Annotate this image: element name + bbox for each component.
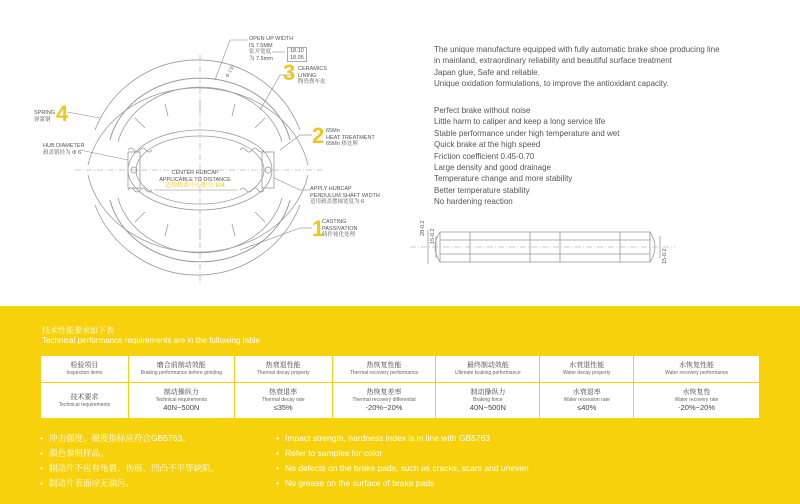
table-header-cell: 检验项目 Inspection items — [41, 356, 129, 383]
feature-item: Perfect brake without noise — [434, 106, 531, 115]
apply-hubcap-en2: PENDULUM SHAFT WIDTH — [310, 192, 380, 199]
spring-en: SPRING — [34, 110, 56, 116]
table-cell: 水恢复性 Water recovery rate -20%~20% — [634, 383, 760, 419]
table-header-cell: 水衰退性能 Water decay property — [540, 356, 634, 383]
center-hubcap-callout — [150, 170, 240, 190]
ceramics-callout — [298, 66, 327, 86]
feature-item: Large density and good drainage — [434, 163, 551, 173]
callout-number-2: 2 — [312, 123, 325, 148]
table-cell: 制动操纵力 Technical requirements 40N~500N — [128, 383, 234, 419]
table-cell: 热恢复差率 Thermal recovery differential -20%~20% — [332, 383, 436, 419]
side-dim-b: 15-0.2 — [430, 228, 436, 244]
feature-item: Better temperature stability — [434, 185, 530, 195]
diameter-dim: Φ 130 — [224, 63, 237, 79]
heat-en1: 65Mn — [326, 128, 340, 134]
table-header-cell: 最终制动效能 Ultimate braking performance — [436, 356, 540, 383]
feature-item: Quick brake at the high speed — [434, 140, 541, 150]
table-cell: 技术要求 Technical requirements — [41, 383, 129, 419]
table-header-cell: 水恢复性能 Water recovery performance — [634, 356, 760, 383]
open-up-width-en2: IS 7.5MM — [249, 42, 273, 49]
open-up-width-en1: OPEN UP WIDTH — [249, 36, 294, 42]
ceramics-en2: LINING — [298, 72, 317, 79]
heat-treatment-callout — [326, 128, 375, 148]
open-up-width-cn: 张开宽度 — [249, 49, 272, 55]
description-line: in mainland, extraordinary reliability and beautiful surface treatment — [434, 56, 672, 66]
table-cell: 热衰退率 Thermal decay rate ≤35% — [234, 383, 332, 419]
bullet-en-1: • Impact strength, hardness index is in line with GB5763 — [276, 433, 490, 443]
hub-diameter-cn: 毂盖销经为 Φ 6 — [43, 149, 82, 156]
feature-item: No hardening reaction — [434, 197, 513, 207]
bullet-en-2: • Refer to samples for color — [276, 448, 382, 458]
heat-en2: HEAT TREATMENT — [326, 134, 375, 141]
bullet-cn-3: • 制动片不应有龟裂、伤痕、凹凸不平等缺陷。 — [40, 463, 219, 473]
callout-number-3: 3 — [283, 60, 296, 85]
callout-number-1: 1 — [312, 216, 325, 241]
gauge-value-1: 18.10 — [290, 48, 304, 54]
feature-item: Friction coefficient 0.45-0.70 — [434, 151, 535, 161]
center-hubcap-cn: 适用毂盖中心距为 104 — [165, 183, 225, 189]
side-dim-c: 15-0.2 — [662, 248, 668, 264]
hub-diameter-callout — [43, 143, 85, 156]
feature-item: Stable performance under high temperature and wet — [434, 128, 620, 138]
table-cell: 水衰退率 Water recession rate ≤40% — [540, 383, 634, 419]
callout-number-4: 4 — [56, 101, 69, 126]
spring-callout — [34, 110, 55, 123]
open-up-width-cn2: 为 7.5mm — [249, 55, 273, 62]
ceramics-cn: 陶瓷刹车皮 — [298, 79, 326, 85]
casting-callout — [322, 219, 357, 239]
ceramics-en1: CERAMICS — [298, 66, 328, 72]
table-header-cell: 热恢复性能 Thermal recovery performance — [332, 356, 436, 383]
side-dim-a: 28-0.2 — [420, 220, 426, 236]
feature-item: Little harm to caliper and keep a long service life — [434, 117, 606, 127]
heat-cn: 65Mn 热处理 — [326, 141, 358, 147]
table-header-row — [41, 356, 760, 383]
product-description — [434, 44, 734, 90]
casting-en1: CASTING — [322, 219, 347, 225]
casting-en2: PASSIVATION — [322, 225, 358, 232]
table-row — [41, 383, 760, 419]
description-line: Japan glue, Safe and reliable. — [434, 67, 540, 77]
bullet-cn-2: • 颜色参照样品。 — [40, 448, 109, 458]
feature-item: Temperature change and more stability — [434, 174, 573, 184]
section-title-cn: 技术性能要求如下表 — [42, 326, 114, 335]
description-line: Unique oxidation formulations, to improve the antioxidant capacity. — [434, 79, 669, 89]
side-view-drawing — [410, 222, 675, 272]
feature-list — [434, 105, 619, 208]
spring-cn: 弹簧钢 — [34, 116, 51, 123]
table-header-cell: 热衰退性能 Thermal decay property — [234, 356, 332, 383]
technical-requirements-table — [40, 355, 760, 419]
section-title-en: Technical performance requirements are in the following table — [42, 336, 260, 345]
bullet-cn-1: • 冲击强度、硬度指标应符合GB5763。 — [40, 433, 191, 443]
apply-hubcap-cn: 适用毂盖摆轴宽度为 6 — [310, 199, 365, 205]
center-hubcap-en1: CENTER HUBCAP — [171, 170, 219, 176]
casting-cn: 铸件钝化处理 — [322, 232, 356, 238]
hub-diameter-en: HUB DIAMETER — [43, 143, 85, 149]
center-hubcap-en2: APPLICABLE TO DISTANCE — [159, 176, 231, 183]
apply-hubcap-en1: APPLY HUBCAP — [310, 186, 352, 192]
apply-hubcap-callout — [310, 186, 380, 206]
bullet-en-4: • No grease on the surface of brake pads — [276, 478, 434, 488]
table-header-cell: 磨合前制动效能 Braking performance before grinding — [128, 356, 234, 383]
table-cell: 制动操纵力 Braking force 40N~500N — [436, 383, 540, 419]
gauge-value-2: 18.05 — [290, 54, 304, 61]
description-line: The unique manufacture equipped with fully automatic brake shoe producing line — [434, 45, 720, 54]
bullet-en-3: • No defects on the brake pads, such as cracks, scars and uneven — [276, 463, 529, 473]
bullet-cn-4: • 制动片表面应无油污。 — [40, 478, 134, 488]
